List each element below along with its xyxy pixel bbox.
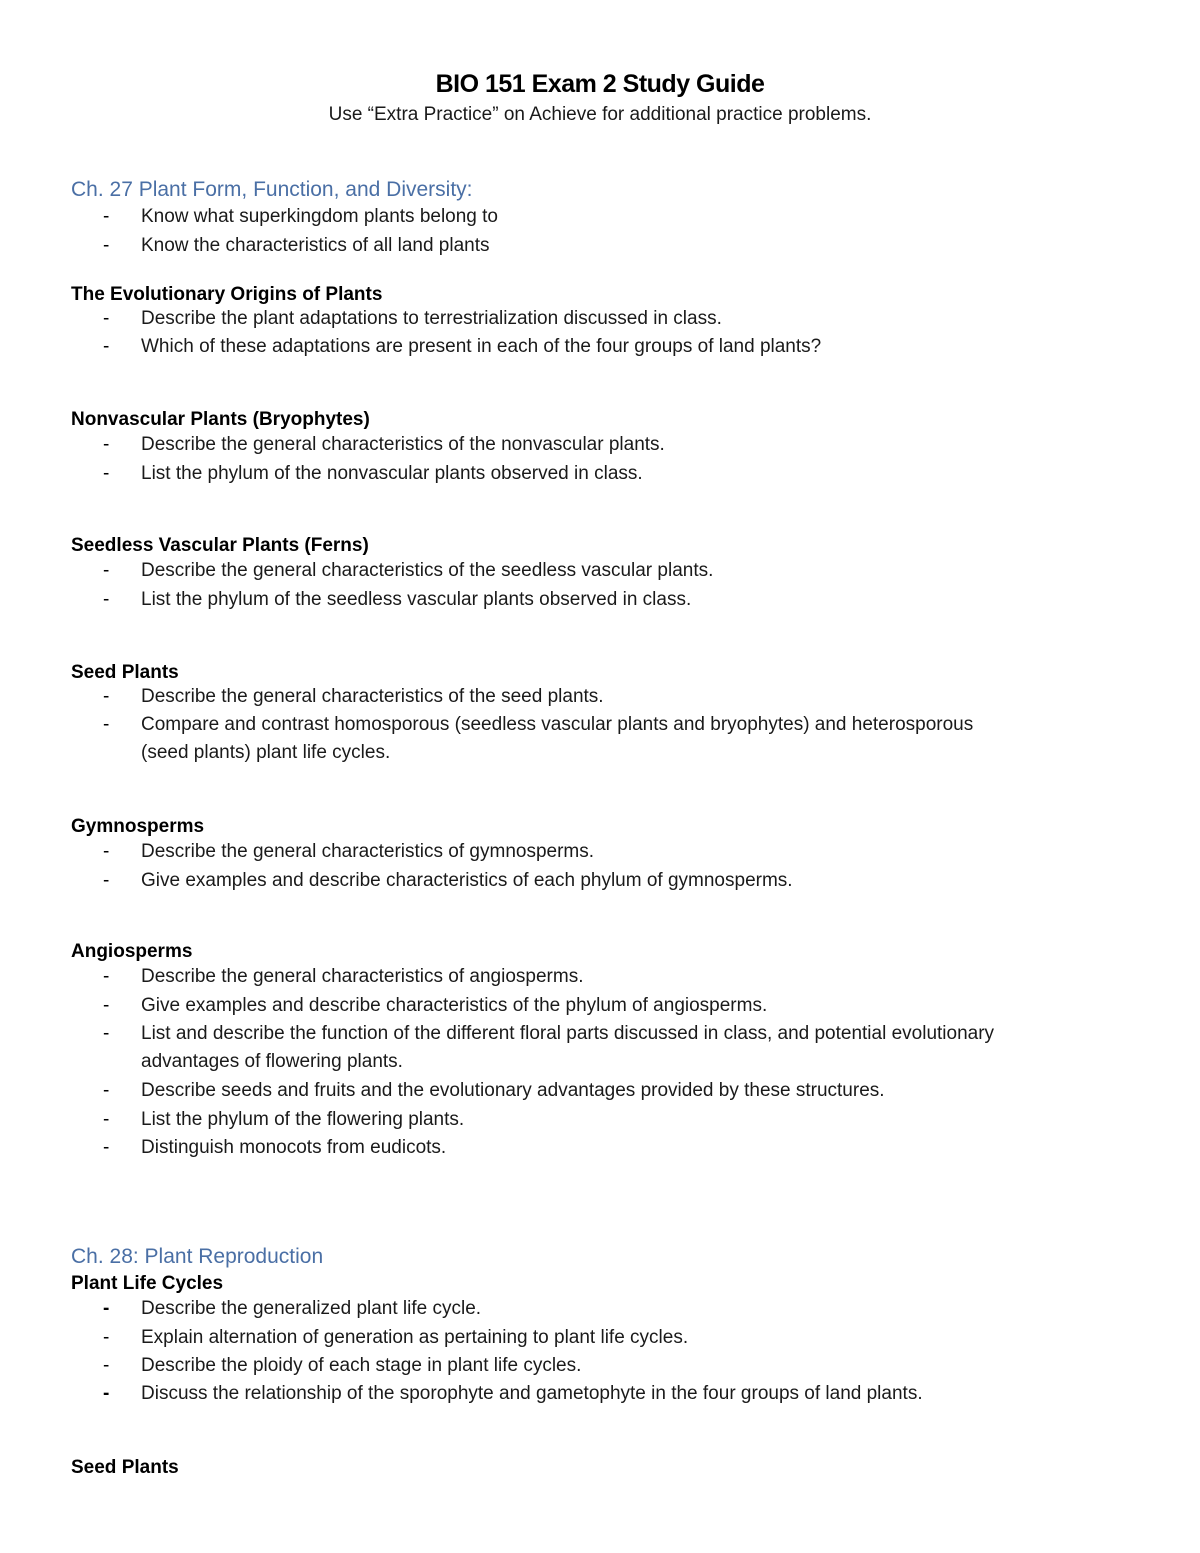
list-item: Know the characteristics of all land plants [141,235,490,256]
list-bullet: - [103,235,110,256]
list-item: Discuss the relationship of the sporophyte and gametophyte in the four groups of land plants. [141,1383,923,1404]
list-bullet: - [103,841,110,862]
list-bullet: - [103,1355,110,1376]
list-bullet: - [103,434,110,455]
list-bullet: - [103,308,110,329]
list-item: Which of these adaptations are present in each of the four groups of land plants? [141,336,822,357]
list-bullet: - [103,1109,110,1130]
list-item: Describe the general characteristics of the nonvascular plants. [141,434,665,455]
list-item: List the phylum of the nonvascular plants observed in class. [141,463,643,484]
section-heading-evolutionary-origins: The Evolutionary Origins of Plants [71,284,383,305]
list-item: Describe the plant adaptations to terrestrialization discussed in class. [141,308,722,329]
list-item: List and describe the function of the different floral parts discussed in class, and potential evolutionary [141,1023,995,1044]
list-bullet: - [103,1080,110,1101]
list-bullet: - [103,589,110,610]
list-item-continuation: (seed plants) plant life cycles. [141,742,391,763]
list-bullet: - [103,1137,110,1158]
list-bullet: - [103,1327,110,1348]
chapter-27-heading: Ch. 27 Plant Form, Function, and Diversity: [71,178,473,201]
list-bullet: - [103,995,110,1016]
list-bullet: - [103,1383,110,1404]
list-item: Give examples and describe characteristics of each phylum of gymnosperms. [141,870,793,891]
list-item: Describe the generalized plant life cycle. [141,1298,482,1319]
list-item: Describe the general characteristics of angiosperms. [141,966,584,987]
list-item: Compare and contrast homosporous (seedless vascular plants and bryophytes) and heterosporous [141,714,974,735]
list-item: Distinguish monocots from eudicots. [141,1137,447,1158]
list-bullet: - [103,463,110,484]
document-title: BIO 151 Exam 2 Study Guide [435,70,765,98]
list-item: Explain alternation of generation as pertaining to plant life cycles. [141,1327,689,1348]
list-item: List the phylum of the flowering plants. [141,1109,465,1130]
section-heading-nonvascular: Nonvascular Plants (Bryophytes) [71,409,370,430]
list-item: Describe the general characteristics of the seed plants. [141,686,604,707]
list-bullet: - [103,1023,110,1044]
list-bullet: - [103,870,110,891]
section-heading-plant-life-cycles: Plant Life Cycles [71,1273,224,1294]
section-heading-seed-plants-ch28: Seed Plants [71,1457,179,1478]
list-bullet: - [103,206,110,227]
chapter-28-heading: Ch. 28: Plant Reproduction [71,1245,324,1268]
list-item: Give examples and describe characteristics of the phylum of angiosperms. [141,995,768,1016]
list-item-continuation: advantages of flowering plants. [141,1051,403,1072]
list-bullet: - [103,336,110,357]
list-bullet: - [103,1298,110,1319]
list-item: Describe the general characteristics of the seedless vascular plants. [141,560,714,581]
section-heading-gymnosperms: Gymnosperms [71,816,205,837]
list-item: Describe seeds and fruits and the evolutionary advantages provided by these structures. [141,1080,885,1101]
list-item: Describe the general characteristics of gymnosperms. [141,841,595,862]
document-subtitle: Use “Extra Practice” on Achieve for additional practice problems. [328,104,872,125]
list-item: Know what superkingdom plants belong to [141,206,499,227]
list-bullet: - [103,560,110,581]
list-item: List the phylum of the seedless vascular plants observed in class. [141,589,692,610]
list-item: Describe the ploidy of each stage in plant life cycles. [141,1355,582,1376]
section-heading-seedless-vascular: Seedless Vascular Plants (Ferns) [71,535,369,556]
section-heading-seed-plants: Seed Plants [71,662,179,683]
list-bullet: - [103,714,110,735]
section-heading-angiosperms: Angiosperms [71,941,193,962]
list-bullet: - [103,686,110,707]
list-bullet: - [103,966,110,987]
